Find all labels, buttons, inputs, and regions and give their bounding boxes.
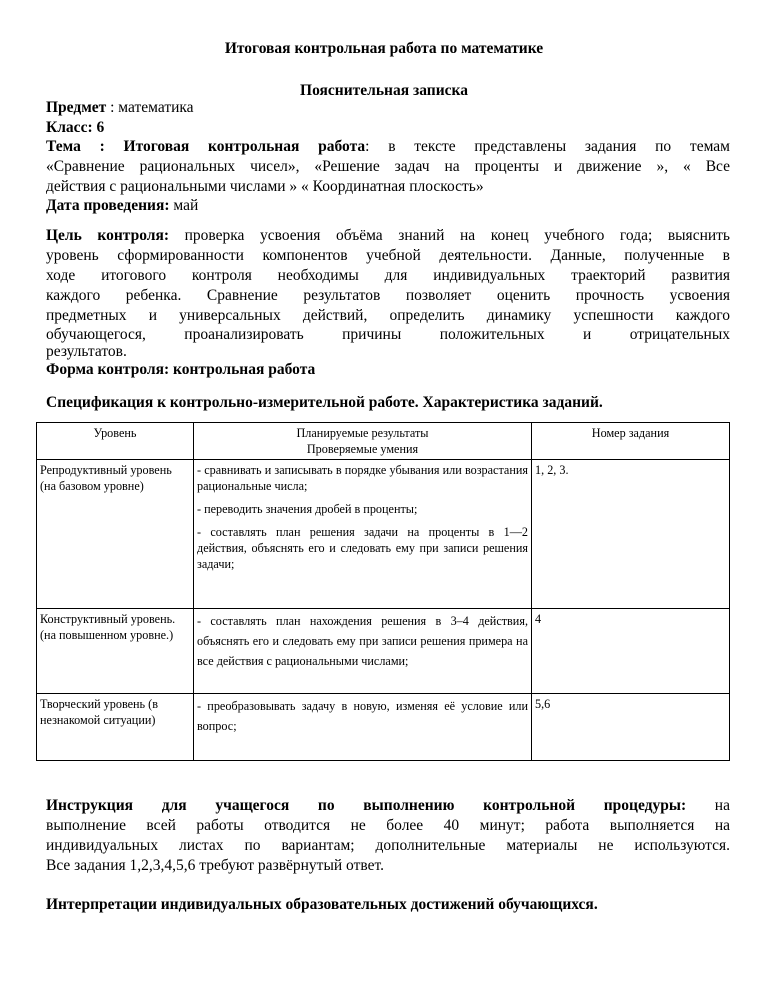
- row-number-text: 1, 2, 3.: [535, 463, 569, 477]
- form-label: Форма контроля: контрольная работа: [46, 361, 316, 378]
- row-skills-cell: [194, 609, 532, 694]
- skill-item: - составлять план решения задачи на проценты в 1—2 действия, объяснять его и следовать ему при записи решения задачи;: [197, 525, 528, 571]
- row-level-cell: [37, 609, 194, 694]
- interpretation-heading-text: Интерпретации индивидуальных образовательных достижений обучающихся.: [46, 896, 598, 913]
- header-results-line-1: Планируемые результаты: [296, 426, 429, 440]
- skill-item: - преобразовывать задачу в новую, изменяя её условие или вопрос;: [197, 699, 528, 733]
- header-number-text: Номер задания: [591, 426, 670, 440]
- topic-label: Тема : Итоговая контрольная работа: [46, 138, 366, 155]
- table-row: [37, 609, 730, 694]
- document-subtitle: Пояснительная записка: [300, 82, 468, 99]
- header-level: [37, 423, 194, 460]
- goal-text-1: проверка усвоения объёма знаний на конец учебного года; выяснить: [169, 227, 731, 244]
- row-level-cell: [37, 694, 194, 761]
- table-header-row: [37, 423, 730, 460]
- subject-label: Предмет: [46, 99, 107, 116]
- interpretation-heading: [46, 895, 730, 915]
- goal-line-4: каждого ребенка. Сравнение результатов позволяет оценить прочность усвоения: [46, 287, 730, 304]
- spec-heading-text: Спецификация к контрольно-измерительной работе. Характеристика заданий.: [46, 394, 603, 411]
- grade-line: [46, 118, 730, 138]
- row-number-cell: [532, 694, 730, 761]
- header-number: [532, 423, 730, 460]
- goal-line-6: обучающегося, проанализировать причины положительных и отрицательных: [46, 326, 730, 343]
- skill-item: - составлять план нахождения решения в 3–4 действия, объяснять его и следовать ему при записи решения примера на все действия с рациональными числами;: [197, 614, 528, 668]
- table-row: [37, 460, 730, 609]
- goal-last-line: результатов.: [46, 343, 127, 360]
- goal-line-1: [46, 226, 730, 246]
- table-row: [37, 694, 730, 761]
- row-level-text: Конструктивный уровень. (на повышенном уровне.): [40, 612, 176, 642]
- row-number-cell: [532, 460, 730, 609]
- topic-line-3: действия с рациональными числами » « Координатная плоскость»: [46, 178, 484, 195]
- header-level-text: Уровень: [93, 426, 137, 440]
- topic-line-2: «Сравнение рациональных чисел», «Решение задач на проценты и движение », « Все: [46, 158, 730, 175]
- row-number-text: 4: [535, 612, 542, 626]
- header-results-line-2: Проверяемые умения: [306, 442, 419, 456]
- topic-line-1: [46, 137, 730, 157]
- grade-label: Класс: 6: [46, 119, 105, 136]
- instruction-line-2: выполнение всей работы отводится не более 40 минут; работа выполняется на: [46, 817, 730, 834]
- row-skills-cell: [194, 460, 532, 609]
- date-value: май: [169, 197, 199, 214]
- spec-heading: [46, 393, 730, 413]
- instruction-text-1: на: [686, 797, 730, 814]
- subject-value: : математика: [106, 99, 194, 116]
- date-label: Дата проведения:: [46, 197, 170, 214]
- goal-line-5: предметных и универсальных действий, определить динамику успешности каждого: [46, 307, 730, 324]
- instruction-line-1: [46, 796, 730, 816]
- instruction-line-4: Все задания 1,2,3,4,5,6 требуют развёрнутый ответ.: [46, 857, 384, 874]
- goal-line-3: ходе итогового контроля необходимы для индивидуальных траекторий развития: [46, 267, 730, 284]
- goal-label: Цель контроля:: [46, 227, 170, 244]
- subject-line: [46, 98, 730, 118]
- skill-item: - сравнивать и записывать в порядке убывания или возрастания рациональные числа;: [197, 463, 528, 493]
- instruction-label: Инструкция для учащегося по выполнению контрольной процедуры:: [46, 797, 687, 814]
- document-title: Итоговая контрольная работа по математике: [224, 40, 544, 57]
- skill-item: - переводить значения дробей в проценты;: [197, 502, 418, 516]
- spec-table: [36, 422, 730, 761]
- row-level-text: Творческий уровень (в незнакомой ситуации): [40, 697, 158, 727]
- row-number-cell: [532, 609, 730, 694]
- row-skills-cell: [194, 694, 532, 761]
- date-line: [46, 196, 730, 216]
- instruction-line-3: индивидуальных листах по вариантам; дополнительные материалы не используются.: [46, 837, 730, 854]
- row-level-text: Репродуктивный уровень (на базовом уровне): [40, 463, 172, 493]
- header-results: [194, 423, 532, 460]
- topic-text-1: : в тексте представлены задания по темам: [365, 138, 730, 155]
- row-number-text: 5,6: [535, 697, 551, 711]
- goal-line-2: уровень сформированности компонентов учебной деятельности. Данные, полученные в: [46, 247, 730, 264]
- row-level-cell: [37, 460, 194, 609]
- form-line: [46, 360, 730, 380]
